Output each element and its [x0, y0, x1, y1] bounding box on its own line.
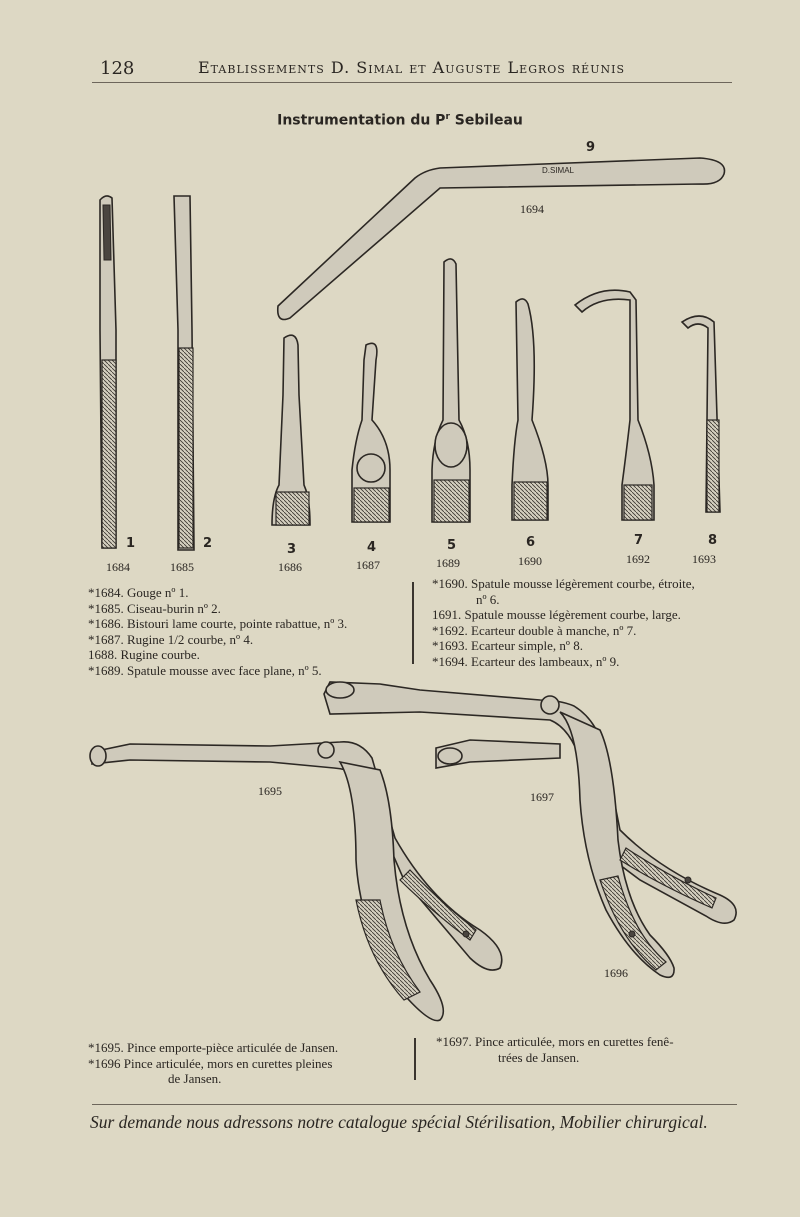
caption-line: *1686. Bistouri lame courte, pointe rabattue, nº 3.	[88, 616, 348, 631]
caption-line: *1697. Pince articulée, mors en curettes fenê-	[436, 1034, 674, 1049]
caption-line: *1689. Spatule mousse avec face plane, nº 5.	[88, 662, 322, 678]
chisel-1685-illustration	[174, 196, 194, 550]
caption-line: *1687. Rugine 1/2 courbe, nº 4.	[88, 631, 254, 647]
retractor-1693-illustration	[682, 316, 720, 512]
ref-1697: 1697	[530, 790, 554, 804]
title-sup: r	[445, 112, 450, 122]
spatula-1690-illustration	[512, 299, 548, 520]
forceps-1695-illustration	[90, 742, 502, 1021]
ref-1689: 1689	[436, 556, 460, 570]
caption-line: *1694. Ecarteur des lambeaux, nº 9.	[432, 653, 620, 669]
fig-number-8: 8	[708, 533, 718, 548]
ref-1696: 1696	[604, 966, 628, 980]
page-number: 128	[100, 58, 135, 79]
rugine-1687-illustration	[352, 343, 390, 522]
engraving-9: D.SIMAL	[542, 166, 575, 175]
scalpel-1686-illustration	[272, 335, 310, 525]
caption-line: *1684. Gouge nº 1.	[88, 585, 189, 600]
caption-divider-bottom	[414, 1038, 416, 1080]
fig-number-4: 4	[367, 540, 377, 555]
ref-1684: 1684	[106, 560, 130, 574]
running-head: Etablissements D. Simal et Auguste Legros réunis	[198, 58, 625, 77]
footer-rule	[92, 1104, 737, 1105]
caption-divider	[412, 582, 414, 664]
caption-line: nº 6.	[476, 591, 500, 607]
caption-line: *1690. Spatule mousse légèrement courbe, étroite,	[432, 576, 695, 591]
gouge-1684-illustration	[100, 196, 116, 548]
caption-line: de Jansen.	[168, 1071, 222, 1086]
ref-1693: 1693	[692, 552, 716, 566]
caption-line: *1685. Ciseau-burin nº 2.	[88, 600, 221, 616]
title-name: Sebileau	[449, 112, 523, 129]
caption-line: *1693. Ecarteur simple, nº 8.	[432, 638, 583, 653]
captions-bottom-right	[436, 1034, 674, 1065]
ref-1685: 1685	[170, 560, 194, 574]
fig-number-5: 5	[447, 538, 457, 553]
caption-line: 1688. Rugine courbe.	[88, 647, 200, 662]
ref-1687: 1687	[356, 558, 380, 572]
fig-number-1: 1	[126, 536, 136, 551]
caption-line: *1692. Ecarteur double à manche, nº 7.	[432, 622, 637, 638]
caption-line: *1695. Pince emporte-pièce articulée de Jansen.	[88, 1040, 339, 1055]
spatula-1689-illustration	[432, 259, 470, 522]
ref-1690: 1690	[518, 554, 542, 568]
retractor-1694-illustration	[278, 158, 725, 320]
ref-1695: 1695	[258, 784, 282, 798]
captions-right	[432, 576, 695, 669]
captions-left	[88, 585, 347, 678]
caption-line: *1696 Pince articulée, mors en curettes pleines	[88, 1055, 333, 1071]
captions-bottom-left	[88, 1040, 338, 1087]
caption-line: 1691. Spatule mousse légèrement courbe, large.	[432, 607, 681, 622]
footer-note: Sur demande nous adressons notre catalogue spécial Stérilisation, Mobilier chirurgical.	[90, 1112, 708, 1132]
fig-number-9: 9	[586, 140, 596, 155]
ref-1686: 1686	[278, 560, 302, 574]
title-main: Instrumentation du P	[277, 112, 446, 129]
retractor-1692-illustration	[575, 290, 654, 520]
fig-number-7: 7	[634, 533, 644, 548]
fig-number-3: 3	[287, 542, 297, 557]
fig-number-2: 2	[203, 536, 213, 551]
ref-1692: 1692	[626, 552, 650, 566]
ref-1694: 1694	[520, 202, 544, 216]
fig-number-6: 6	[526, 535, 536, 550]
caption-line: trées de Jansen.	[498, 1049, 580, 1065]
